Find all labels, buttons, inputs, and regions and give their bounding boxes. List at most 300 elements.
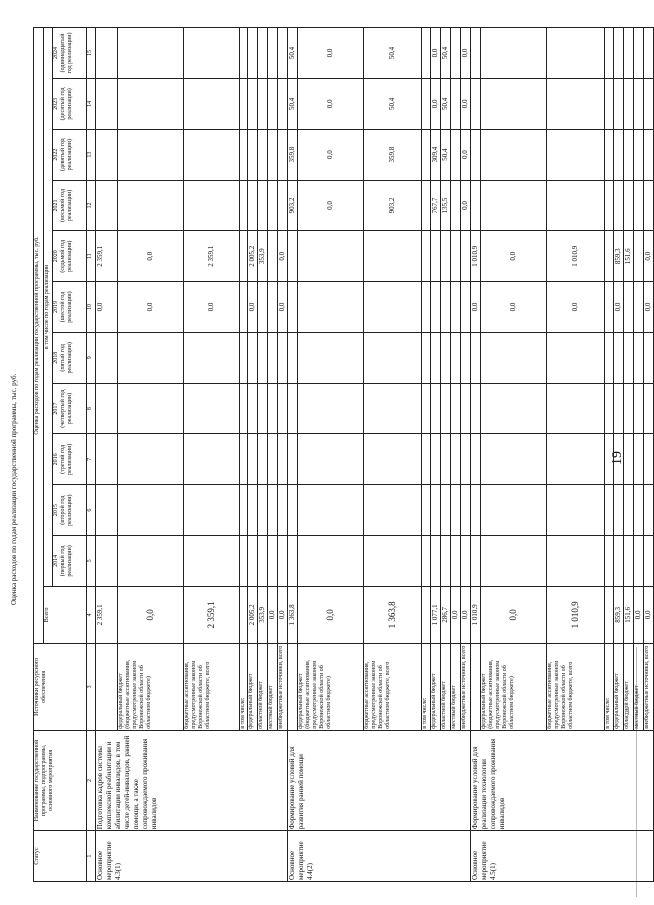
- value-cell: [461, 383, 471, 434]
- column-number: 7: [87, 434, 96, 485]
- value-cell: [268, 231, 278, 282]
- total-cell: 2 005,2: [248, 586, 258, 643]
- value-cell: [288, 231, 298, 282]
- value-cell: 0,0: [298, 180, 364, 231]
- value-cell: 859,3: [614, 231, 624, 282]
- header-year-phase: (десятый год реализации): [60, 87, 73, 121]
- column-number: 8: [87, 383, 96, 434]
- value-cell: 309,4: [431, 129, 441, 180]
- value-cell: [298, 536, 364, 587]
- value-cell: [614, 79, 624, 130]
- header-year-label: 2023: [53, 97, 59, 110]
- value-cell: [96, 129, 118, 180]
- header-year-2016: [53, 434, 87, 485]
- value-cell: 0,0: [298, 129, 364, 180]
- value-cell: [644, 383, 654, 434]
- column-number: 3: [87, 643, 96, 730]
- value-cell: [364, 434, 422, 485]
- value-cell: [298, 282, 364, 333]
- column-number: 1: [87, 831, 96, 882]
- header-year-2019: [53, 282, 87, 333]
- value-cell: [422, 129, 431, 180]
- column-number: 4: [87, 586, 96, 643]
- value-cell: [634, 434, 644, 485]
- value-cell: [481, 536, 547, 587]
- header-year-phase: (пятый год реализации): [60, 342, 73, 374]
- value-cell: [547, 180, 605, 231]
- value-cell: [441, 282, 451, 333]
- value-cell: [268, 383, 278, 434]
- value-cell: [547, 536, 605, 587]
- source-label: в том числе:: [240, 643, 248, 730]
- value-cell: [248, 485, 258, 536]
- header-name: Наименование государственной программы, подпрограммы, основного мероприятия: [34, 730, 87, 831]
- value-cell: [422, 485, 431, 536]
- value-cell: [547, 332, 605, 383]
- value-cell: [605, 536, 614, 587]
- header-year-2017: [53, 383, 87, 434]
- value-cell: [614, 28, 624, 79]
- value-cell: [605, 282, 614, 333]
- value-cell: 903,2: [288, 180, 298, 231]
- value-cell: [288, 434, 298, 485]
- value-cell: 50,4: [288, 28, 298, 79]
- column-number: 6: [87, 485, 96, 536]
- table-caption: Оценка расходов по годам реализации государственной программы, тыс. руб.: [10, 373, 18, 605]
- value-cell: 0,0: [481, 231, 547, 282]
- source-label: внебюджетные источники, всего: [644, 643, 654, 730]
- budget-table: [33, 27, 654, 882]
- header-estimate: Оценка расходов по годам реализации государственной программы, тыс. руб.: [34, 28, 44, 644]
- value-cell: [258, 129, 268, 180]
- value-cell: 0,0: [461, 28, 471, 79]
- total-cell: 1 363,8: [364, 586, 422, 643]
- value-cell: 0,0: [184, 282, 240, 333]
- header-source: Источники ресурсного обеспечения: [34, 643, 87, 730]
- total-cell: 2 359,1: [96, 586, 118, 643]
- value-cell: [184, 180, 240, 231]
- value-cell: [240, 536, 248, 587]
- value-cell: [96, 79, 118, 130]
- value-cell: [481, 28, 547, 79]
- value-cell: 50,4: [441, 79, 451, 130]
- value-cell: [118, 536, 184, 587]
- source-label: федеральный бюджет (бюджетные ассигнования, предусмотренные законом Воронежской области об областном бюджете): [118, 643, 184, 730]
- value-cell: [605, 28, 614, 79]
- value-cell: [605, 434, 614, 485]
- header-year-label: 2020: [53, 250, 59, 263]
- value-cell: 151,6: [624, 231, 634, 282]
- value-cell: 0,0: [481, 282, 547, 333]
- value-cell: [278, 79, 288, 130]
- column-number: 5: [87, 536, 96, 587]
- total-cell: [605, 586, 614, 643]
- value-cell: [184, 383, 240, 434]
- value-cell: [644, 434, 654, 485]
- value-cell: [624, 129, 634, 180]
- value-cell: [96, 485, 118, 536]
- value-cell: [471, 180, 481, 231]
- header-year-label: 2015: [53, 504, 59, 517]
- value-cell: [605, 79, 614, 130]
- value-cell: 0,0: [278, 282, 288, 333]
- value-cell: [614, 485, 624, 536]
- total-cell: 0,0: [644, 586, 654, 643]
- header-year-phase: (одиннадцатый год реализации): [60, 32, 73, 74]
- total-cell: 1 077,1: [431, 586, 441, 643]
- header-year-label: 2022: [53, 148, 59, 161]
- value-cell: 0,0: [547, 282, 605, 333]
- value-cell: [431, 332, 441, 383]
- table-row: [288, 28, 298, 882]
- value-cell: [258, 79, 268, 130]
- source-label: местный бюджет: [268, 643, 278, 730]
- value-cell: [288, 485, 298, 536]
- row-status: Основное мероприятие 4.4(2): [288, 831, 471, 882]
- header-year-label: 2018: [53, 351, 59, 364]
- value-cell: [624, 332, 634, 383]
- value-cell: 2 359,1: [96, 231, 118, 282]
- value-cell: 50,4: [441, 129, 451, 180]
- value-cell: [471, 332, 481, 383]
- value-cell: 2 359,1: [184, 231, 240, 282]
- value-cell: [605, 485, 614, 536]
- value-cell: [268, 536, 278, 587]
- value-cell: [441, 434, 451, 485]
- value-cell: 903,2: [364, 180, 422, 231]
- value-cell: [184, 434, 240, 485]
- column-number: 12: [87, 180, 96, 231]
- value-cell: [644, 180, 654, 231]
- value-cell: [461, 434, 471, 485]
- total-cell: 286,7: [441, 586, 451, 643]
- value-cell: [118, 332, 184, 383]
- value-cell: [644, 79, 654, 130]
- total-cell: 0,0: [481, 586, 547, 643]
- value-cell: [248, 180, 258, 231]
- value-cell: 0,0: [298, 28, 364, 79]
- value-cell: [431, 434, 441, 485]
- value-cell: 0,0: [298, 79, 364, 130]
- value-cell: [431, 383, 441, 434]
- table-row: [471, 28, 481, 882]
- value-cell: 135,5: [441, 180, 451, 231]
- value-cell: [547, 129, 605, 180]
- value-cell: [118, 79, 184, 130]
- header-year-2023: [53, 79, 87, 130]
- value-cell: [614, 383, 624, 434]
- value-cell: [288, 282, 298, 333]
- value-cell: [364, 383, 422, 434]
- value-cell: [364, 536, 422, 587]
- header-year-2022: [53, 129, 87, 180]
- source-label: [471, 643, 481, 730]
- value-cell: [614, 129, 624, 180]
- value-cell: [240, 231, 248, 282]
- value-cell: [481, 434, 547, 485]
- table-row: [96, 28, 118, 882]
- total-cell: 1 010,9: [471, 586, 481, 643]
- value-cell: [624, 28, 634, 79]
- value-cell: [118, 383, 184, 434]
- header-year-phase: (четвертый год реализации): [60, 389, 73, 428]
- source-label: бюджетные ассигнования, предусмотренные законом Воронежской области об областном бюджете, всего: [547, 643, 605, 730]
- value-cell: [258, 332, 268, 383]
- value-cell: [278, 332, 288, 383]
- value-cell: [624, 282, 634, 333]
- value-cell: [451, 231, 461, 282]
- value-cell: [471, 28, 481, 79]
- value-cell: [644, 332, 654, 383]
- value-cell: [278, 129, 288, 180]
- value-cell: [634, 536, 644, 587]
- value-cell: [364, 282, 422, 333]
- value-cell: [451, 79, 461, 130]
- total-cell: 1 363,8: [288, 586, 298, 643]
- value-cell: [248, 434, 258, 485]
- value-cell: [268, 332, 278, 383]
- column-number: 15: [87, 28, 96, 79]
- value-cell: 359,8: [288, 129, 298, 180]
- value-cell: 0,0: [96, 282, 118, 333]
- value-cell: [422, 332, 431, 383]
- value-cell: [298, 485, 364, 536]
- value-cell: [481, 332, 547, 383]
- value-cell: [451, 282, 461, 333]
- value-cell: 0,0: [431, 28, 441, 79]
- header-row-top: [34, 28, 44, 882]
- value-cell: [441, 536, 451, 587]
- value-cell: [248, 129, 258, 180]
- value-cell: [634, 28, 644, 79]
- value-cell: [422, 282, 431, 333]
- value-cell: [441, 231, 451, 282]
- header-status: Статус: [34, 831, 87, 882]
- value-cell: [431, 536, 441, 587]
- value-cell: [258, 282, 268, 333]
- value-cell: [605, 332, 614, 383]
- value-cell: [461, 282, 471, 333]
- value-cell: 1 010,9: [471, 231, 481, 282]
- value-cell: 0,0: [431, 79, 441, 130]
- value-cell: [431, 485, 441, 536]
- source-label: бюджетные ассигнования, предусмотренные законом Воронежской области об областном бюджете, всего: [184, 643, 240, 730]
- value-cell: [481, 79, 547, 130]
- value-cell: 0,0: [471, 282, 481, 333]
- value-cell: [644, 28, 654, 79]
- value-cell: [471, 79, 481, 130]
- value-cell: [441, 332, 451, 383]
- value-cell: [624, 383, 634, 434]
- value-cell: [118, 485, 184, 536]
- value-cell: [614, 536, 624, 587]
- value-cell: [288, 383, 298, 434]
- value-cell: [96, 536, 118, 587]
- source-label: местный бюджет: [451, 643, 461, 730]
- total-cell: 0,0: [278, 586, 288, 643]
- header-year-2024: [53, 28, 87, 79]
- value-cell: [461, 231, 471, 282]
- value-cell: [248, 536, 258, 587]
- source-label: федеральный бюджет (бюджетные ассигнования, предусмотренные законом Воронежской области об областном бюджете): [298, 643, 364, 730]
- value-cell: [268, 129, 278, 180]
- value-cell: [441, 485, 451, 536]
- value-cell: [184, 536, 240, 587]
- value-cell: 50,4: [288, 79, 298, 130]
- value-cell: 0,0: [644, 282, 654, 333]
- value-cell: [248, 383, 258, 434]
- row-name: Подготовка кадров системы комплексной реабилитации и абилитации инвалидов, в том числе детей-инвалидов, ранней помощи, а также сопровождаемого проживания инвалидов: [96, 730, 288, 831]
- value-cell: [268, 434, 278, 485]
- column-number-row: [87, 28, 96, 882]
- value-cell: 50,4: [364, 28, 422, 79]
- source-label: внебюджетные источники, всего: [461, 643, 471, 730]
- row-name: Формирование условий для развития ранней помощи: [288, 730, 471, 831]
- value-cell: 0,0: [461, 79, 471, 130]
- total-cell: 1 010,9: [547, 586, 605, 643]
- header-year-phase: (шестой год реализации): [60, 291, 73, 323]
- value-cell: 0,0: [461, 129, 471, 180]
- value-cell: [634, 79, 644, 130]
- value-cell: [461, 536, 471, 587]
- header-year-phase: (восьмой год реализации): [60, 188, 73, 222]
- value-cell: [96, 28, 118, 79]
- value-cell: [422, 434, 431, 485]
- value-cell: [471, 536, 481, 587]
- value-cell: [278, 485, 288, 536]
- value-cell: [258, 434, 268, 485]
- value-cell: [644, 485, 654, 536]
- value-cell: [451, 28, 461, 79]
- value-cell: [431, 231, 441, 282]
- value-cell: [96, 434, 118, 485]
- value-cell: [258, 536, 268, 587]
- value-cell: [614, 332, 624, 383]
- value-cell: [605, 180, 614, 231]
- value-cell: [240, 332, 248, 383]
- source-label: бюджетные ассигнования, предусмотренные законом Воронежской области об областном бюджете, всего: [364, 643, 422, 730]
- total-cell: 0,0: [118, 586, 184, 643]
- value-cell: 0,0: [461, 180, 471, 231]
- column-number: 9: [87, 332, 96, 383]
- total-cell: 0,0: [268, 586, 278, 643]
- value-cell: [481, 180, 547, 231]
- value-cell: [240, 282, 248, 333]
- value-cell: [96, 383, 118, 434]
- table-body: [34, 28, 654, 882]
- source-label: [288, 643, 298, 730]
- value-cell: [240, 383, 248, 434]
- total-cell: 0,0: [298, 586, 364, 643]
- value-cell: 50,4: [364, 79, 422, 130]
- source-label: федеральный бюджет: [431, 643, 441, 730]
- value-cell: [184, 79, 240, 130]
- source-label: областной бюджет: [258, 643, 268, 730]
- value-cell: [481, 383, 547, 434]
- value-cell: [634, 231, 644, 282]
- value-cell: [248, 79, 258, 130]
- source-label: в том числе:: [422, 643, 431, 730]
- header-year-phase: (первый год реализации): [60, 545, 73, 577]
- value-cell: [471, 129, 481, 180]
- value-cell: [118, 28, 184, 79]
- value-cell: [278, 536, 288, 587]
- value-cell: [451, 180, 461, 231]
- value-cell: [634, 180, 644, 231]
- value-cell: [422, 28, 431, 79]
- column-number: 10: [87, 282, 96, 333]
- row-status: Основное мероприятие 4.3(1): [96, 831, 288, 882]
- value-cell: [644, 536, 654, 587]
- header-year-phase: (второй год реализации): [60, 494, 73, 526]
- value-cell: [451, 485, 461, 536]
- row-status: Основное мероприятие 4.5(1): [471, 831, 654, 882]
- value-cell: [298, 231, 364, 282]
- value-cell: [258, 383, 268, 434]
- value-cell: [451, 434, 461, 485]
- value-cell: [118, 129, 184, 180]
- total-cell: [240, 586, 248, 643]
- value-cell: [547, 28, 605, 79]
- value-cell: 353,9: [258, 231, 268, 282]
- value-cell: [614, 180, 624, 231]
- value-cell: [441, 383, 451, 434]
- value-cell: [614, 434, 624, 485]
- total-cell: [422, 586, 431, 643]
- value-cell: [634, 383, 644, 434]
- value-cell: [481, 129, 547, 180]
- value-cell: [268, 282, 278, 333]
- total-cell: 353,9: [258, 586, 268, 643]
- header-year-label: 2014: [53, 554, 59, 567]
- value-cell: [288, 332, 298, 383]
- column-number: 13: [87, 129, 96, 180]
- value-cell: [547, 79, 605, 130]
- value-cell: 1 010,9: [547, 231, 605, 282]
- value-cell: 0,0: [118, 282, 184, 333]
- header-year-phase: (девятый год реализации): [60, 138, 73, 172]
- value-cell: [605, 231, 614, 282]
- value-cell: [240, 485, 248, 536]
- value-cell: [471, 434, 481, 485]
- value-cell: [605, 129, 614, 180]
- value-cell: [451, 536, 461, 587]
- value-cell: [547, 383, 605, 434]
- value-cell: [118, 434, 184, 485]
- row-name: Формирование условий для реализации технологии сопровождаемого проживания инвалидов: [471, 730, 654, 831]
- value-cell: [451, 383, 461, 434]
- source-label: федеральный бюджет: [614, 643, 624, 730]
- value-cell: [268, 28, 278, 79]
- source-label: [96, 643, 118, 730]
- value-cell: [431, 282, 441, 333]
- value-cell: [451, 332, 461, 383]
- value-cell: [268, 485, 278, 536]
- value-cell: [184, 485, 240, 536]
- value-cell: [471, 383, 481, 434]
- value-cell: 0,0: [118, 231, 184, 282]
- total-cell: 0,0: [451, 586, 461, 643]
- header-year-2018: [53, 332, 87, 383]
- value-cell: [461, 332, 471, 383]
- header-year-label: 2016: [53, 453, 59, 466]
- value-cell: [624, 180, 634, 231]
- value-cell: [268, 79, 278, 130]
- value-cell: [624, 434, 634, 485]
- value-cell: [547, 485, 605, 536]
- value-cell: [240, 129, 248, 180]
- total-cell: 2 359,1: [184, 586, 240, 643]
